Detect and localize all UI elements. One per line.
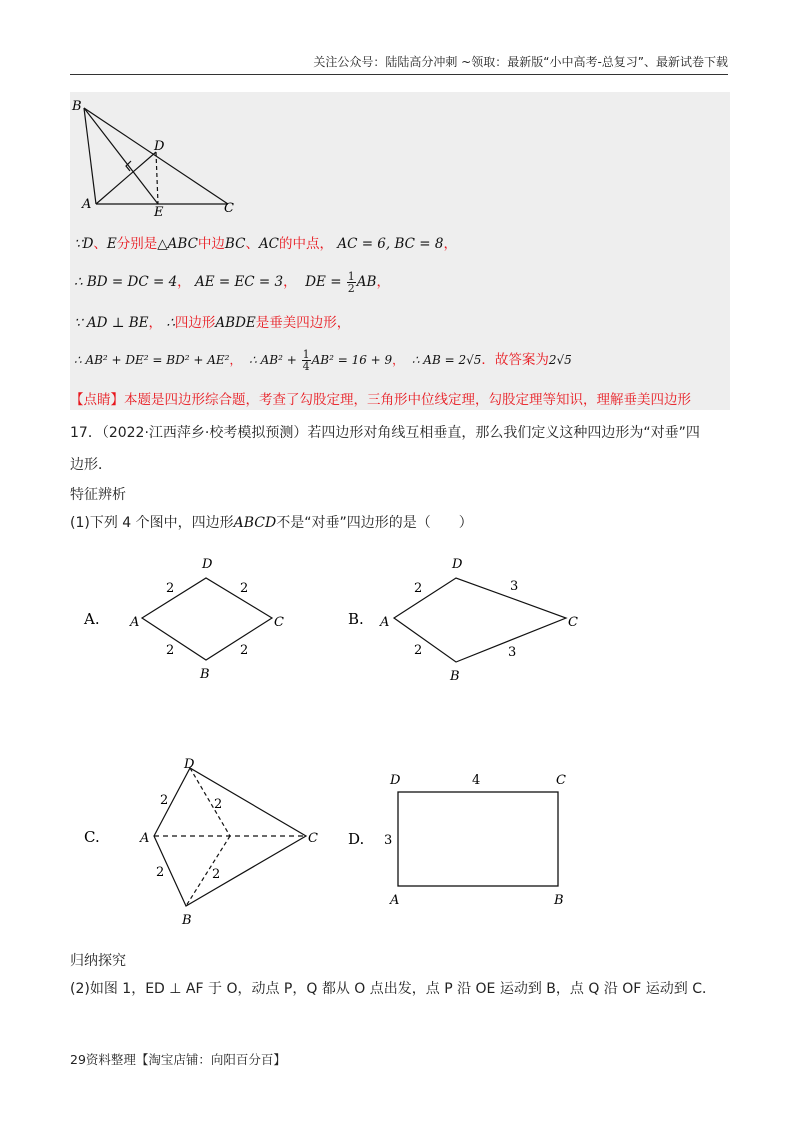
svg-text:C.: C.	[84, 828, 100, 846]
svg-text:2: 2	[414, 581, 423, 596]
q17-line-1: 17．（2022·江西萍乡·校考模拟预测）若四边形对角线互相垂直，那么我们定义这种四边形为“对垂”四	[70, 425, 700, 441]
svg-text:A: A	[140, 831, 150, 846]
svg-text:B.: B.	[348, 610, 364, 628]
svg-text:2: 2	[166, 643, 175, 658]
svg-text:2: 2	[240, 581, 249, 596]
svg-text:C: C	[308, 831, 318, 846]
svg-text:C: C	[556, 773, 566, 788]
svg-text:D: D	[202, 557, 213, 572]
svg-text:2: 2	[214, 797, 223, 812]
solution-line-2: ∴ BD = DC = 4， AE = EC = 3， DE = $\frac{1}{2}$ AB，	[74, 270, 390, 295]
svg-text:B: B	[554, 893, 564, 908]
svg-text:B: B	[450, 669, 460, 684]
solution-line-5: 【点睛】本题是四边形综合题，考查了勾股定理，三角形中位线定理，勾股定理等知识，理解垂美四边形	[70, 392, 691, 408]
svg-text:2: 2	[156, 865, 165, 880]
section-induction: 归纳探究	[70, 953, 126, 969]
solution-line-4: ∴ AB² + DE² = BD² + AE²， ∴ AB² + $\frac{1}{4}$ AB² = 16 + 9， ∴ AB = 2√5．故答案为2√5	[74, 348, 572, 373]
svg-text:2: 2	[414, 643, 423, 658]
svg-text:3: 3	[508, 645, 517, 660]
svg-text:C: C	[274, 615, 284, 630]
label-b: B	[72, 99, 82, 114]
label-a: A	[82, 197, 92, 212]
svg-text:D: D	[390, 773, 401, 788]
solution-line-1: ∵D、E分别是△ABC中边BC、AC的中点， AC = 6, BC = 8，	[74, 236, 457, 252]
option-c-figure[interactable]	[76, 752, 336, 932]
page-header: 关注公众号：陆陆高分冲刺 ~领取：最新版“小中高考-总复习”、最新试卷下载	[70, 52, 728, 75]
svg-text:B: B	[200, 667, 210, 682]
section-feature-analysis: 特征辨析	[70, 487, 126, 503]
solution-line-3: ∵ AD ⊥ BE， ∴四边形ABDE是垂美四边形，	[74, 315, 351, 331]
svg-text:A: A	[380, 615, 390, 630]
svg-text:B: B	[182, 913, 192, 928]
page-footer	[70, 1050, 286, 1068]
option-b-figure[interactable]	[346, 550, 596, 690]
svg-text:2: 2	[240, 643, 249, 658]
svg-text:3: 3	[510, 579, 519, 594]
svg-text:A: A	[390, 893, 400, 908]
svg-text:2: 2	[160, 793, 169, 808]
svg-text:3: 3	[384, 833, 393, 848]
svg-text:D: D	[184, 757, 195, 772]
label-d: D	[154, 139, 165, 154]
part-1-question: (1)下列 4 个图中，四边形ABCD不是“对垂”四边形的是（ ）	[70, 515, 473, 531]
part-2-question: (2)如图 1，ED ⊥ AF 于 O，动点 P，Q 都从 O 点出发，点 P 沿 OE 运动到 B，点 Q 沿 OF 运动到 C．	[70, 981, 717, 997]
svg-text:2: 2	[212, 867, 221, 882]
option-a-figure[interactable]	[76, 550, 306, 690]
solution-box	[70, 92, 730, 410]
svg-text:A.: A.	[84, 610, 100, 628]
page-number: 29	[70, 1052, 86, 1067]
q17-line-2: 边形．	[70, 457, 112, 473]
triangle-figure	[70, 94, 240, 216]
svg-text:D: D	[452, 557, 463, 572]
svg-text:2: 2	[166, 581, 175, 596]
option-d-figure[interactable]	[346, 766, 596, 912]
label-c: C	[224, 201, 234, 216]
svg-text:C: C	[568, 615, 578, 630]
svg-text:4: 4	[472, 773, 481, 788]
label-e: E	[154, 205, 164, 216]
footer-text: 资料整理【淘宝店铺：向阳百分百】	[85, 1052, 286, 1067]
svg-text:D.: D.	[348, 830, 365, 848]
svg-text:A: A	[130, 615, 140, 630]
